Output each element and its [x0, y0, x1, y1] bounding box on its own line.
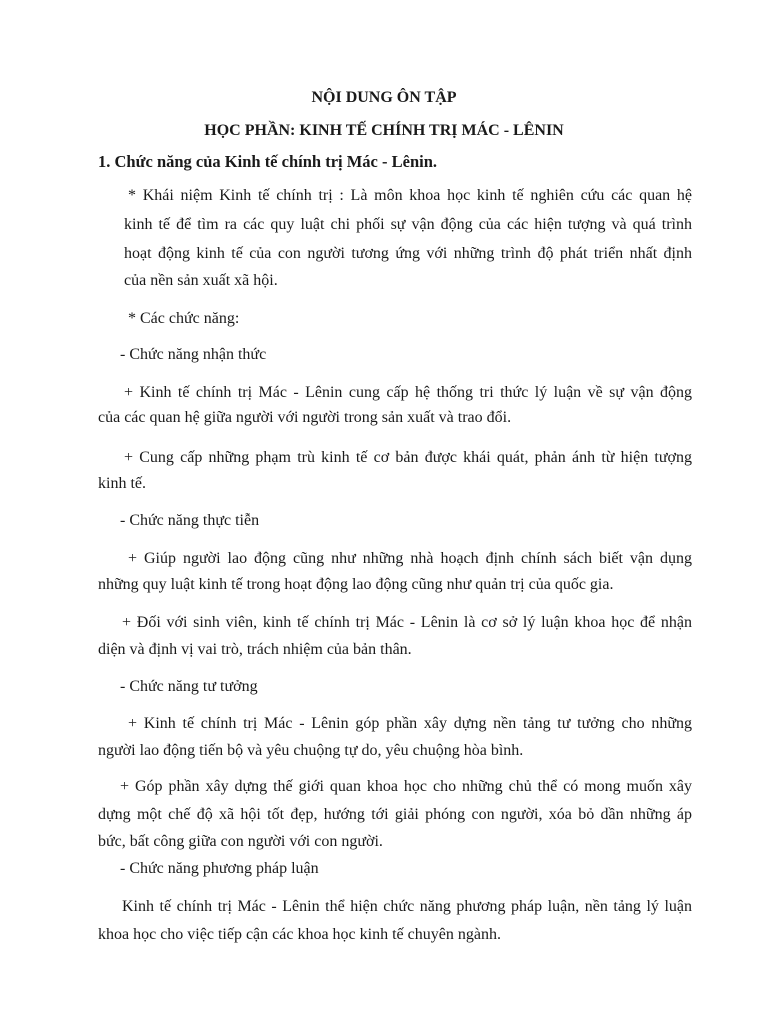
document-subtitle: HỌC PHẦN: KINH TẾ CHÍNH TRỊ MÁC - LÊNIN [204, 122, 564, 139]
paragraph-line: + Góp phần xây dựng thế giới quan khoa học cho những chủ thể có mong muốn xây [120, 778, 692, 795]
paragraph-line: kinh tế. [98, 475, 146, 492]
function-heading: - Chức năng nhận thức [120, 346, 267, 363]
paragraph-line: * Khái niệm Kinh tế chính trị : Là môn khoa học kinh tế nghiên cứu các quan hệ [128, 187, 692, 204]
list-heading: * Các chức năng: [128, 310, 240, 327]
document-title: NỘI DUNG ÔN TẬP [311, 89, 457, 106]
paragraph-line: + Đối với sinh viên, kinh tế chính trị Mác - Lênin là cơ sở lý luận khoa học để nhận [122, 614, 692, 631]
paragraph-line: + Kinh tế chính trị Mác - Lênin cung cấp hệ thống tri thức lý luận về sự vận động [124, 384, 692, 401]
paragraph-line: + Kinh tế chính trị Mác - Lênin góp phần xây dựng nền tảng tư tưởng cho những [128, 715, 692, 732]
paragraph-line: kinh tế để tìm ra các quy luật chi phối sự vận động của các hiện tượng và quá trình [124, 216, 692, 233]
section-heading: 1. Chức năng của Kinh tế chính trị Mác - Lênin. [98, 152, 438, 171]
paragraph-line: Kinh tế chính trị Mác - Lênin thể hiện chức năng phương pháp luận, nền tảng lý luận [122, 898, 692, 915]
function-heading: - Chức năng tư tưởng [120, 678, 258, 695]
paragraph-line: hoạt động kinh tế của con người tương ứng với những trình độ phát triển nhất định [124, 245, 692, 262]
paragraph-line: người lao động tiến bộ và yêu chuộng tự do, yêu chuộng hòa bình. [98, 742, 524, 759]
paragraph-line: diện và định vị vai trò, trách nhiệm của bản thân. [98, 641, 412, 658]
paragraph-line: dựng một chế độ xã hội tốt đẹp, hướng tới giải phóng con người, xóa bỏ dần những áp [98, 806, 692, 823]
function-heading: - Chức năng phương pháp luận [120, 860, 319, 877]
paragraph-line: những quy luật kinh tế trong hoạt động lao động cũng như quản trị của quốc gia. [98, 576, 614, 593]
paragraph-line: của nền sản xuất xã hội. [124, 272, 278, 289]
paragraph-line: khoa học cho việc tiếp cận các khoa học kinh tế chuyên ngành. [98, 926, 501, 943]
paragraph-line: + Cung cấp những phạm trù kinh tế cơ bản được khái quát, phản ánh từ hiện tượng [124, 449, 692, 466]
function-heading: - Chức năng thực tiễn [120, 512, 260, 529]
paragraph-line: của các quan hệ giữa người với người trong sản xuất và trao đổi. [98, 409, 512, 426]
paragraph-line: bức, bất công giữa con người với con người. [98, 833, 383, 850]
paragraph-line: + Giúp người lao động cũng như những nhà hoạch định chính sách biết vận dụng [128, 550, 692, 567]
